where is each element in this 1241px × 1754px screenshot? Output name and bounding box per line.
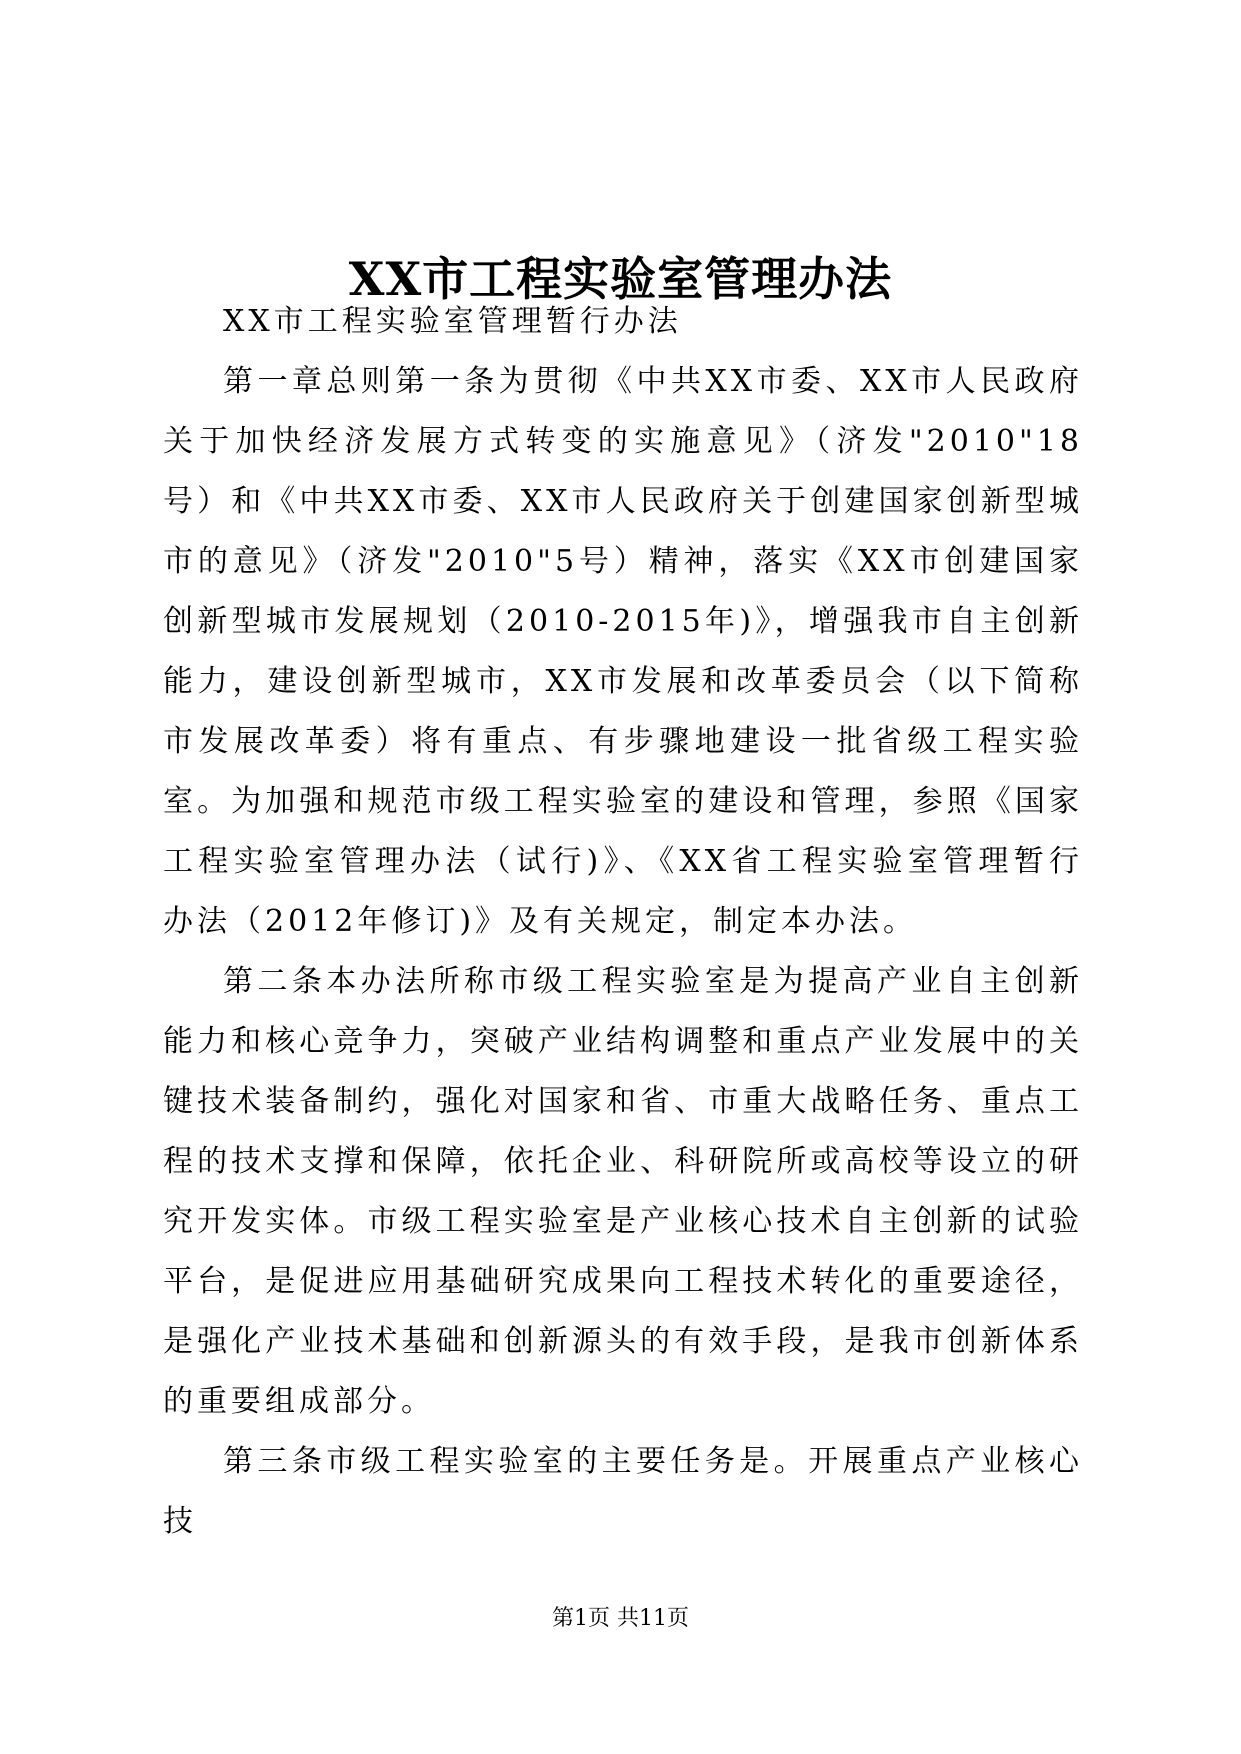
- document-body: [163, 292, 1083, 1552]
- subtitle-paragraph: XX市工程实验室管理暂行办法: [223, 304, 682, 339]
- article-2-paragraph: 第二条本办法所称市级工程实验室是为提高产业自主创新能力和核心竞争力，突破产业结构调整和重点产业发展中的关键技术装备制约，强化对国家和省、市重大战略任务、重点工程的技术支撑和保障，依托企业、科研院所或高校等设立的研究开发实体。市级工程实验室是产业核心技术自主创新的试验平台，是促进应用基础研究成果向工程技术转化的重要途径，是强化产业技术基础和创新源头的有效手段，是我市创新体系的重要组成部分。: [163, 964, 1083, 1419]
- document-title: XX市工程实验室管理办法: [348, 251, 893, 306]
- article-1-paragraph: 第一章总则第一条为贯彻《中共XX市委、XX市人民政府关于加快经济发展方式转变的实施意见》（济发"2010"18号）和《中共XX市委、XX市人民政府关于创建国家创新型城市的意见》（济发"2010"5号）精神，落实《XX市创建国家创新型城市发展规划（2010-2015年)》，增强我市自主创新能力，建设创新型城市，XX市发展和改革委员会（以下简称市发展改革委）将有重点、有步骤地建设一批省级工程实验室。为加强和规范市级工程实验室的建设和管理，参照《国家工程实验室管理办法（试行)》、《XX省工程实验室管理暂行办法（2012年修订)》及有关规定，制定本办法。: [163, 364, 1083, 939]
- article-3-paragraph: 第三条市级工程实验室的主要任务是。开展重点产业核心技: [163, 1444, 1083, 1539]
- page-footer: 第1页 共11页: [552, 1606, 689, 1631]
